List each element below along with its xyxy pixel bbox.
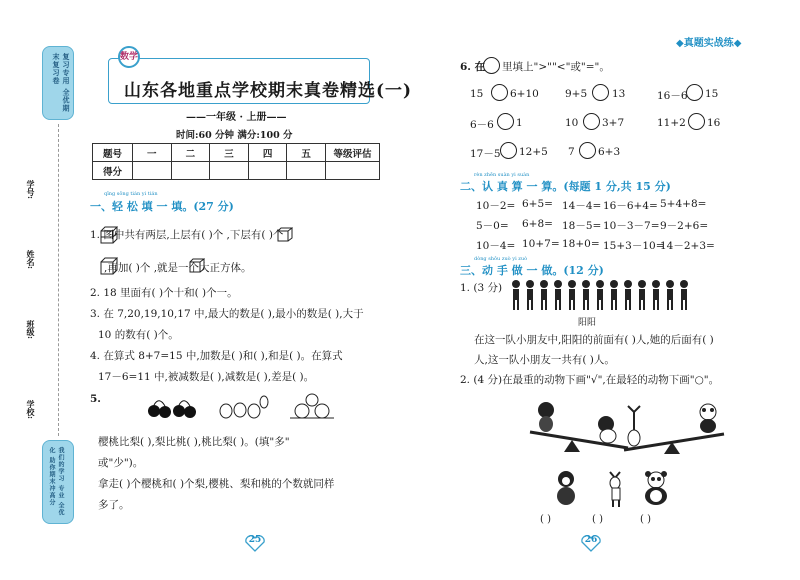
answer-circle[interactable] <box>583 113 600 130</box>
answer-circle[interactable] <box>579 142 596 159</box>
q5-line-d: 多了。 <box>98 499 130 511</box>
score-header-cell: 二 <box>171 144 210 162</box>
compare-right: 6+3 <box>598 146 621 158</box>
section3-heading: 三、动 手 做 一 做。(12 分) <box>460 264 604 277</box>
page-title: 山东各地重点学校期末真卷精选(一) <box>124 81 413 101</box>
calc-item: 10+7= <box>522 238 560 250</box>
score-table-header-row <box>93 144 380 162</box>
compare-left: 11+2 <box>657 117 686 129</box>
binding-label-student-no: 学号: <box>26 180 36 199</box>
score-label-cell: 得分 <box>93 162 133 180</box>
score-table <box>92 143 380 180</box>
cherries-illustration <box>147 395 197 419</box>
binding-bottom-band <box>42 440 74 524</box>
compare-right: 6+10 <box>510 88 539 100</box>
q3-line-a: 3. 在 7,20,19,10,17 中,最大的数是( ),最小的数是( ),大于 <box>90 308 364 320</box>
p1-label: 1. (3 分) <box>460 282 503 294</box>
panda-illustration <box>640 470 672 506</box>
calc-item: 10－3－7= <box>603 220 660 232</box>
binding-bottom-text: 我们的学习 专业 全优化 助你期末冲高分 <box>48 447 64 517</box>
page-number-right: 26 <box>584 535 598 545</box>
answer-circle[interactable] <box>686 84 703 101</box>
q5-line-b: 或"少")。 <box>98 457 144 469</box>
q6-label: 6. 在 <box>460 61 486 73</box>
compare-left: 17－5 <box>470 148 501 160</box>
compare-right: 1 <box>516 117 523 129</box>
binding-label-school: 学校: <box>26 400 36 419</box>
answer-bracket[interactable]: ( ) <box>592 514 603 525</box>
score-header-cell: 一 <box>133 144 172 162</box>
p1-line-b: 人,这一队小朋友一共有( )人。 <box>474 354 615 366</box>
small-cube-icon <box>100 257 118 275</box>
small-cube-icon <box>189 258 205 274</box>
compare-left: 9+5 <box>565 88 588 100</box>
binding-top-band <box>42 46 74 120</box>
score-input-cell[interactable] <box>287 162 326 180</box>
answer-circle[interactable] <box>500 142 517 159</box>
q1-line-a: 1. 图中共有两层,上层有( )个 ,下层有( )个 <box>90 229 284 241</box>
score-header-cell: 五 <box>287 144 326 162</box>
compare-left: 7 <box>568 146 575 158</box>
calc-item: 5+4+8= <box>660 198 707 210</box>
q4-line-a: 4. 在算式 8+7=15 中,加数是( )和( ),和是( )。在算式 <box>90 350 343 362</box>
answer-circle[interactable] <box>483 57 500 74</box>
calc-item: 16－6+4= <box>603 200 658 212</box>
q1-line-b: ,再加( )个 ,就是一个大正方体。 <box>104 262 252 274</box>
peaches-illustration <box>289 392 335 420</box>
monkey-illustration <box>552 470 580 506</box>
header-tag: ◆真题实战练◆ <box>676 38 742 49</box>
q3-line-b: 10 的数有( )个。 <box>98 329 179 341</box>
calc-item: 18+0= <box>562 238 600 250</box>
calc-item: 9－2+6= <box>660 220 709 232</box>
compare-right: 3+7 <box>602 117 625 129</box>
calc-item: 6+8= <box>522 218 553 230</box>
binding-label-name: 姓名: <box>26 250 36 269</box>
q2-line: 2. 18 里面有( )个十和( )个一。 <box>90 287 238 299</box>
layered-cube-icon <box>100 226 118 244</box>
p2-line: 2. (4 分)在最重的动物下画"√",在最轻的动物下画"○"。 <box>460 374 720 386</box>
binding-label-class: 班级: <box>26 320 36 339</box>
calc-item: 10－4= <box>476 240 516 252</box>
calc-item: 14－2+3= <box>660 240 715 252</box>
calc-item: 14－4= <box>562 200 602 212</box>
deer-illustration <box>604 470 630 508</box>
answer-bracket[interactable]: ( ) <box>540 514 551 525</box>
score-input-cell[interactable] <box>326 162 380 180</box>
q6-instruction: 里填上">""<"或"="。 <box>502 61 610 73</box>
compare-left: 6－6 <box>470 119 494 131</box>
score-input-cell[interactable] <box>210 162 249 180</box>
pears-illustration <box>218 393 270 419</box>
yangyang-label: 阳阳 <box>578 318 597 328</box>
page-number-left: 25 <box>248 535 262 545</box>
answer-circle[interactable] <box>592 84 609 101</box>
compare-left: 16－6 <box>657 90 688 102</box>
compare-right: 13 <box>612 88 626 100</box>
children-queue-illustration <box>510 278 700 314</box>
score-input-cell[interactable] <box>133 162 172 180</box>
section1-heading: 一、轻 松 填 一 填。(27 分) <box>90 200 234 213</box>
section2-heading: 二、认 真 算 一 算。(每题 1 分,共 15 分) <box>460 180 671 193</box>
compare-right: 12+5 <box>519 146 548 158</box>
answer-circle[interactable] <box>688 113 705 130</box>
calc-item: 10－2= <box>476 200 516 212</box>
page-subtitle: ——一年级 · 上册—— <box>186 112 287 123</box>
seesaw-illustration-right <box>620 398 730 458</box>
p1-line-a: 在这一队小朋友中,阳阳的前面有( )人,她的后面有( ) <box>474 334 714 346</box>
score-header-cell: 三 <box>210 144 249 162</box>
compare-left: 10 <box>565 117 579 129</box>
answer-bracket[interactable]: ( ) <box>640 514 651 525</box>
score-header-cell: 四 <box>248 144 287 162</box>
calc-item: 6+5= <box>522 198 553 210</box>
q5-label: 5. <box>90 393 101 405</box>
score-header-cell: 等级评估 <box>326 144 380 162</box>
binding-top-text: 复习专用 全优期末复习卷 <box>52 53 71 113</box>
score-input-cell[interactable] <box>248 162 287 180</box>
score-input-cell[interactable] <box>171 162 210 180</box>
q5-line-c: 拿走( )个樱桃和( )个梨,樱桃、梨和桃的个数就同样 <box>98 478 335 490</box>
score-table-score-row <box>93 162 380 180</box>
subject-badge: 数学 <box>118 46 140 68</box>
compare-right: 15 <box>705 88 719 100</box>
answer-circle[interactable] <box>497 113 514 130</box>
section1-pinyin: qīng sōng tián yi tián <box>104 191 158 197</box>
calc-item: 18－5= <box>562 220 602 232</box>
compare-left: 15 <box>470 88 484 100</box>
score-header-cell: 题号 <box>93 144 133 162</box>
section2-pinyin: rèn zhēn suàn yi suàn <box>474 172 530 178</box>
calc-item: 15+3－10= <box>603 240 665 252</box>
calc-item: 5－0= <box>476 220 509 232</box>
q5-line-a: 樱桃比梨( ),梨比桃( ),桃比梨( )。(填"多" <box>98 436 290 448</box>
compare-right: 16 <box>707 117 721 129</box>
section3-pinyin: dòng shǒu zuò yi zuò <box>474 256 528 262</box>
q4-line-b: 17－6=11 中,被减数是( ),减数是( ),差是( )。 <box>98 371 315 383</box>
answer-circle[interactable] <box>491 84 508 101</box>
time-score-line: 时间:60 分钟 满分:100 分 <box>176 130 293 141</box>
small-cube-icon <box>277 227 293 243</box>
binding-divider-top <box>58 124 59 436</box>
